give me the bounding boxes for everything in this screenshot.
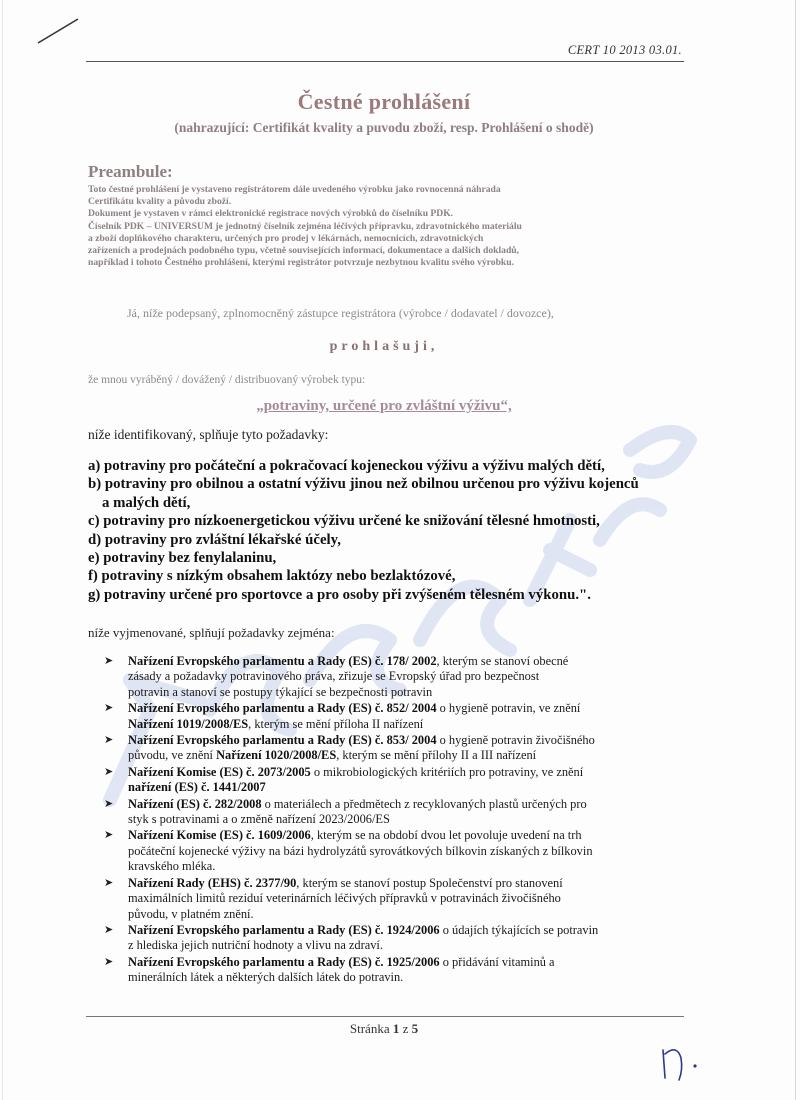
category-item-continuation: a malých dětí, (102, 494, 191, 511)
regulation-title: Nařízení Evropského parlamentu a Rady (ES) č. 852/ 2004 (128, 701, 437, 716)
regulation-text: potravin a stanoví se postupy týkající se bezpečnosti potravin (128, 684, 433, 699)
regulation-title: Nařízení Evropského parlamentu a Rady (ES) č. 1924/2006 (128, 922, 440, 937)
preamble-line: například i tohoto Čestného prohlášení, kterými registrátor potvrzuje nezbytnou kvalitu svého výrobku. (88, 257, 514, 269)
category-item: f) potraviny s nízkým obsahem laktózy nebo bezlaktózové, (88, 568, 456, 585)
arrow-bullet-icon: ➤ (104, 876, 114, 889)
regulation-text: kravského mléka. (128, 859, 216, 874)
header-rule (86, 61, 684, 62)
handwritten-initials (655, 1036, 715, 1084)
regulation-title: Nařízení (ES) č. 282/2008 (128, 796, 262, 811)
regulation-text: o hygieně potravin, ve znění (436, 701, 581, 716)
category-item: d) potraviny pro zvláštní lékařské účely, (88, 531, 341, 548)
regulation-text: počáteční kojenecké výživy na bázi hydrolyzátů syrovátkových bílkovin získaných z bílkovin (128, 843, 593, 858)
product-type-statement: že mnou vyráběný / dovážený / distribuovaný výrobek typu: (88, 374, 366, 386)
regulation-text: z hlediska jejich nutriční hodnoty a vlivu na zdraví. (128, 938, 383, 953)
regulation-text: styk s potravinami a o změně nařízení 2023/2006/ES (128, 812, 390, 827)
preamble-line: Certifikátu kvality a původu zboží. (88, 196, 232, 208)
regulation-text: původu, v platném znění. (128, 906, 254, 921)
regulation-text: , kterým se na období dvou let povoluje uvedení na trh (310, 828, 582, 843)
preamble-line: a zboží doplňkového charakteru, určených pro prodej v lékárnách, nemocnicích, zdravotnických (88, 232, 484, 244)
regulation-title: Nařízení Komise (ES) č. 2073/2005 (128, 764, 311, 779)
declare-word: prohlašuji, (329, 339, 439, 354)
regulation-item (104, 733, 684, 764)
regulation-text: , kterým se stanoví postup Společenství pro stanovení (296, 875, 563, 890)
regulation-text: o hygieně potravin živočišného (436, 733, 595, 748)
preamble-line: zařízeních a prodejnách podobného typu, včetně souvisejících informací, dokumentace a dalších dokladů, (88, 245, 520, 257)
arrow-bullet-icon: ➤ (104, 765, 114, 778)
category-item: e) potraviny bez fenylalaninu, (88, 550, 277, 567)
arrow-bullet-icon: ➤ (104, 797, 114, 810)
page-label: Stránka (349, 1021, 390, 1036)
regulation-amendment: Nařízení 1019/2008/ES (128, 716, 249, 731)
category-item: a) potraviny pro počáteční a pokračovací kojeneckou výživu a výživu malých dětí, (88, 458, 605, 474)
pen-stroke-mark (36, 16, 80, 46)
document-title: Čestné prohlášení (297, 89, 471, 114)
regulation-item (104, 876, 684, 922)
regulation-text: , kterým se mění přílohy II a III nařízení (336, 748, 537, 763)
regulation-title: Nařízení Rady (EHS) č. 2377/90 (128, 875, 297, 890)
arrow-bullet-icon: ➤ (104, 734, 114, 747)
preamble-line: Toto čestné prohlášení je vystaveno registrátorem dále uvedeného výrobku jako rovnocenná náhrada (88, 184, 501, 195)
regulation-title: Nařízení Evropského parlamentu a Rady (ES) č. 178/ 2002 (128, 654, 437, 668)
category-item: b) potraviny pro obilnou a ostatní výživu jinou než obilnou určenou pro výživu kojenců (88, 476, 639, 493)
regulation-item (104, 701, 684, 732)
regulations-list (104, 654, 684, 987)
preamble-heading: Preambule: (88, 162, 173, 181)
regulation-title: Nařízení Komise (ES) č. 1609/2006 (128, 828, 311, 843)
regulation-text: o materiálech a předmětech z recyklovaných plastů určených pro (261, 796, 587, 811)
regulation-amendment: nařízení (ES) č. 1441/2007 (128, 780, 266, 795)
arrow-bullet-icon: ➤ (104, 702, 114, 715)
food-categories-list (88, 457, 688, 604)
regulation-text: minerálních látek a některých dalších látek do potravin. (128, 970, 404, 985)
regulation-text: o přidávání vitaminů a (439, 954, 555, 969)
page-number (0, 1021, 768, 1037)
regulations-intro: níže vyjmenované, splňují požadavky zejména: (88, 625, 335, 640)
category-item: g) potraviny určené pro sportovce a pro osoby při zvýšeném tělesném výkonu.". (88, 586, 591, 603)
regulation-item (104, 955, 684, 986)
document-code: CERT 10 2013 03.01. (567, 43, 682, 57)
document-subtitle: (nahrazující: Certifikát kvality a puvodu zboží, resp. Prohlášení o shodě) (174, 120, 594, 135)
regulation-amendment: Nařízení 1020/2008/ES (216, 748, 337, 763)
product-category-name: „potraviny, určené pro zvláštní výživu“, (256, 398, 512, 414)
regulation-item (104, 923, 684, 954)
regulation-text: maximálních limitů reziduí veterinárních léčivých přípravků v potravinách živočišného (128, 891, 561, 906)
regulation-text: , kterým se mění příloha II nařízení (248, 716, 424, 731)
regulation-title: Nařízení Evropského parlamentu a Rady (ES) č. 853/ 2004 (128, 733, 437, 748)
preamble-text (88, 184, 683, 269)
footer-rule (86, 1016, 684, 1017)
category-item: c) potraviny pro nízkoenergetickou výživu určené ke snižování tělesné hmotnosti, (88, 513, 600, 530)
page-of: z (402, 1021, 409, 1036)
page-edge-left (2, 0, 3, 1100)
requirements-intro: níže identifikovaný, splňuje tyto požadavky: (88, 427, 329, 442)
regulation-text: o údajích týkajících se potravin (439, 922, 599, 937)
preamble-line: Číselník PDK – UNIVERSUM je jednotný číselník zejména léčivých přípravku, zdravotnického materiálu (88, 220, 522, 232)
regulation-item (104, 797, 684, 828)
regulation-text: zásady a požadavky potravinového práva, zřizuje se Evropský úřad pro bezpečnost (128, 669, 540, 684)
regulation-title: Nařízení Evropského parlamentu a Rady (ES) č. 1925/2006 (128, 954, 440, 969)
page-edge-right (795, 0, 796, 1100)
arrow-bullet-icon: ➤ (104, 655, 114, 667)
regulation-text: původu, ve znění (128, 748, 217, 763)
page-current: 1 (392, 1021, 400, 1036)
declarant-statement: Já, níže podepsaný, zplnomocněný zástupce registrátora (výrobce / dodavatel / dovozce), (127, 306, 554, 320)
arrow-bullet-icon: ➤ (104, 923, 114, 936)
regulation-item (104, 828, 684, 874)
arrow-bullet-icon: ➤ (104, 955, 114, 968)
preamble-line: Dokument je vystaven v rámci elektronické registrace nových výrobků do číselníku PDK. (88, 208, 454, 220)
regulation-text: o mikrobiologických kritériích pro potraviny, ve znění (310, 764, 584, 779)
page-total: 5 (411, 1021, 419, 1036)
regulation-text: , kterým se stanoví obecné (436, 654, 569, 668)
arrow-bullet-icon: ➤ (104, 829, 114, 842)
regulation-item (104, 765, 684, 796)
regulation-item (104, 654, 684, 700)
